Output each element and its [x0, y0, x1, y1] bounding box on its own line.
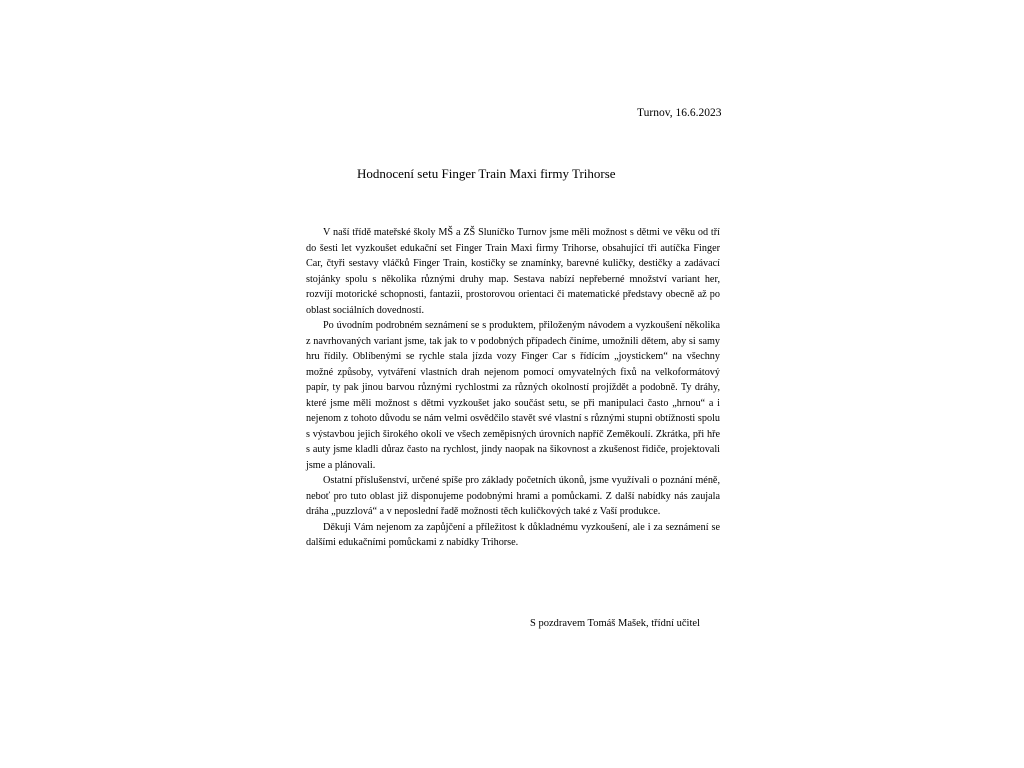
paragraph: Děkuji Vám nejenom za zapůjčení a příležitost k důkladnému vyzkoušení, ale i za seznámení se dalšími edukačními pomůckami z nabídky Trihorse.: [306, 521, 720, 548]
letter-body: [306, 225, 720, 551]
paragraph: Po úvodním podrobném seznámení se s produktem, přiloženým návodem a vyzkoušení několika z navrhovaných variant jsme, tak jak to v podobných případech činíme, umožnili dětem, aby si samy hru řídily. Oblíbenými se rychle stala jízda vozy Finger Car s řídícím „joystickem“ na všechny možné způsoby, vytváření vlastních drah nejenom pomocí omyvatelných fixů na velkoformátový papír, ty pak jinou barvou různými rychlostmi za různých okolností projíždět a podobně. Ty dráhy, které jsme měli možnost s dětmi vyzkoušet jako součást setu, se při manipulaci často „hrnou“ a i nejenom z tohoto důvodu se nám velmi osvědčilo stavět své vlastní s různými stupni obtížnosti spolu s výstavbou jejich širokého okolí ve všech zeměpisných úrovních napříč Zeměkoulí. Zkrátka, při hře s auty jsme kladli důraz často na rychlost, jindy naopak na šikovnost a zkušenost řidiče, projektovali jsme a plánovali.: [306, 320, 720, 471]
paragraph: V naší třídě mateřské školy MŠ a ZŠ Sluníčko Turnov jsme měli možnost s dětmi ve věku od tří do šesti let vyzkoušet edukační set Finger Train Maxi firmy Trihorse, obsahující tři autíčka Finger Car, čtyři sestavy vláčků Finger Train, kostičky se znamínky, barevné kuličky, destičky a zadávací stojánky spolu s několika různými druhy map. Sestava nabízí nepřeberné množství variant her, rozvíjí motorické schopnosti, fantazii, prostorovou orientaci či matematické představy obecně až po oblast sociálních dovedností.: [306, 227, 720, 316]
paragraph: Ostatní příslušenství, určené spíše pro základy početních úkonů, jsme využívali o poznání méně, neboť pro tuto oblast již disponujeme podobnými hrami a pomůckami. Z další nabídky nás zaujala dráha „puzzlová“ a v neposlední řadě možnosti těch kuličkových také z Vaší produkce.: [306, 475, 720, 517]
date-line: Turnov, 16.6.2023: [637, 107, 722, 119]
document-title: Hodnocení setu Finger Train Maxi firmy Trihorse: [357, 166, 616, 181]
signature-line: S pozdravem Tomáš Mašek, třídní učitel: [530, 618, 700, 629]
